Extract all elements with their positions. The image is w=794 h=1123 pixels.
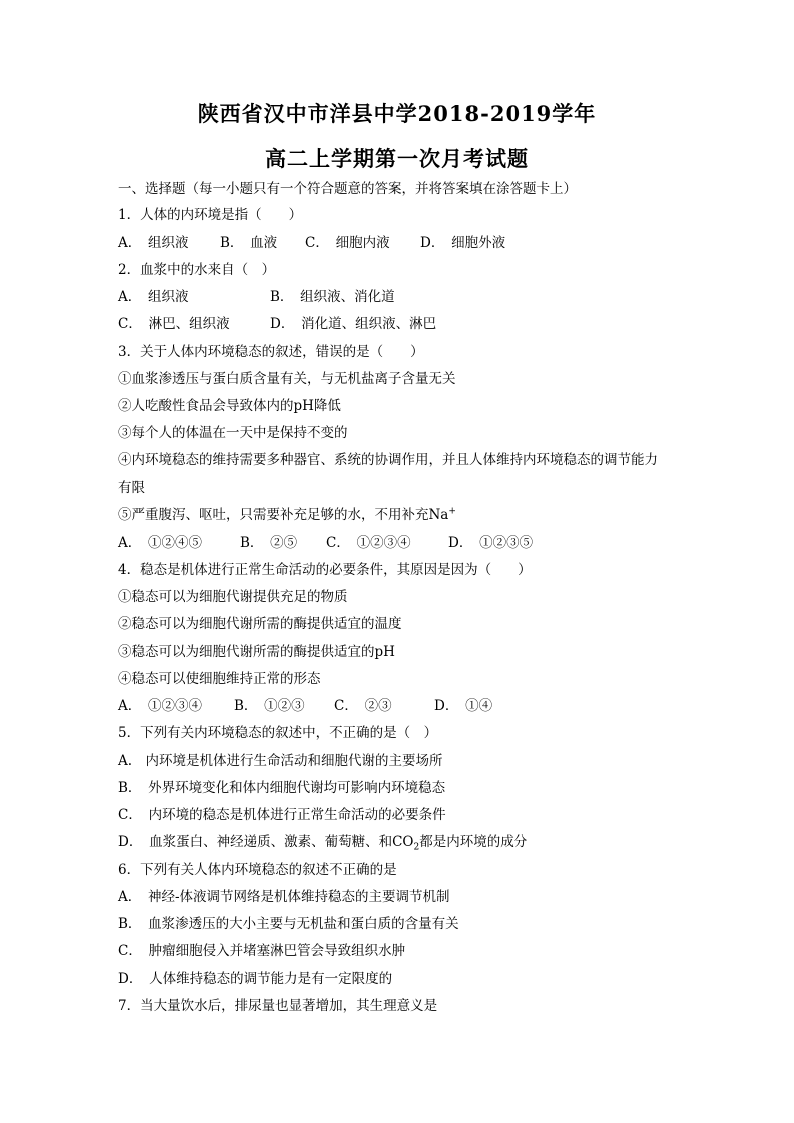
statement-2: ②人吃酸性食品会导致体内的pH降低 <box>118 398 341 414</box>
statement-5 <box>118 506 456 524</box>
question-6-stem: 6．下列有关人体内环境稳态的叙述不正确的是 <box>118 862 397 878</box>
option-a: A． ①②④⑤ <box>118 535 202 551</box>
document-title: 陕西省汉中市洋县中学2018-2019学年 <box>197 101 597 126</box>
option-b: B． 血浆渗透压的大小主要与无机盐和蛋白质的含量有关 <box>118 916 459 932</box>
question-4-stem: 4．稳态是机体进行正常生命活动的必要条件，其原因是因为（ ） <box>118 562 532 578</box>
option-d-text: D． 血浆蛋白、神经递质、激素、葡萄糖、和CO <box>118 834 414 850</box>
question-3-options <box>118 534 718 552</box>
statement-4-continued: 有限 <box>118 480 145 496</box>
question-4-options <box>118 697 718 715</box>
option-c: C． 细胞内液 <box>305 235 390 251</box>
option-d: D． ①④ <box>434 698 493 714</box>
option-b: B． ①②③ <box>234 698 305 714</box>
option-b: B． 外界环境变化和体内细胞代谢均可影响内环境稳态 <box>118 780 446 796</box>
question-1-options <box>118 234 718 252</box>
statement-1: ①血浆渗透压与蛋白质含量有关，与无机盐离子含量无关 <box>118 371 456 387</box>
question-2-options-row1 <box>118 288 718 306</box>
statement-1: ①稳态可以为细胞代谢提供充足的物质 <box>118 589 348 605</box>
option-a: A． 组织液 <box>118 289 189 305</box>
option-b: B． 血液 <box>220 235 278 251</box>
option-d: D． 人体维持稳态的调节能力是有一定限度的 <box>118 971 393 987</box>
question-3-stem: 3．关于人体内环境稳态的叙述，错误的是（ ） <box>118 344 424 360</box>
statement-3: ③稳态可以为细胞代谢所需的酶提供适宜的pH <box>118 644 395 660</box>
subscript-2: 2 <box>413 842 420 853</box>
option-d <box>118 833 527 851</box>
question-1-stem: 1．人体的内环境是指（ ） <box>118 207 303 223</box>
question-7-stem: 7．当大量饮水后，排尿量也显著增加，其生理意义是 <box>118 998 438 1014</box>
superscript-plus: + <box>448 506 456 517</box>
question-2-options-row2 <box>118 315 718 333</box>
question-5-stem: 5．下列有关内环境稳态的叙述中，不正确的是（ ） <box>118 725 438 741</box>
statement-4: ④内环境稳态的维持需要多种器官、系统的协调作用，并且人体维持内环境稳态的调节能力 <box>118 452 658 468</box>
statement-4: ④稳态可以使细胞维持正常的形态 <box>118 671 321 687</box>
option-b: B． 组织液、消化道 <box>270 289 395 305</box>
option-a: A． 组织液 <box>118 235 189 251</box>
option-a: A． 神经-体液调节网络是机体维持稳态的主要调节机制 <box>118 889 450 905</box>
statement-2: ②稳态可以为细胞代谢所需的酶提供适宜的温度 <box>118 616 402 632</box>
document-subtitle: 高二上学期第一次月考试题 <box>265 146 529 171</box>
statement-3: ③每个人的体温在一天中是保持不变的 <box>118 425 348 441</box>
option-a: A． ①②③④ <box>118 698 202 714</box>
option-d-text-end: 都是内环境的成分 <box>419 834 528 850</box>
question-2-stem: 2．血浆中的水来自（ ） <box>118 262 276 278</box>
option-d: D． ①②③⑤ <box>448 535 534 551</box>
option-d: D． 消化道、组织液、淋巴 <box>270 316 437 332</box>
option-d: D． 细胞外液 <box>420 235 506 251</box>
statement-5-text: ⑤严重腹泻、呕吐，只需要补充足够的水，不用补充Na <box>118 507 449 523</box>
option-c: C． 淋巴、组织液 <box>118 316 230 332</box>
option-b: B． ②⑤ <box>240 535 298 551</box>
section-heading: 一、选择题（每一小题只有一个符合题意的答案，并将答案填在涂答题卡上） <box>118 181 577 197</box>
option-a: A. 内环境是机体进行生命活动和细胞代谢的主要场所 <box>118 753 443 769</box>
option-c: C． 肿瘤细胞侵入并堵塞淋巴管会导致组织水肿 <box>118 943 406 959</box>
option-c: C． ②③ <box>334 698 392 714</box>
option-c: C． 内环境的稳态是机体进行正常生命活动的必要条件 <box>118 807 446 823</box>
option-c: C． ①②③④ <box>326 535 411 551</box>
